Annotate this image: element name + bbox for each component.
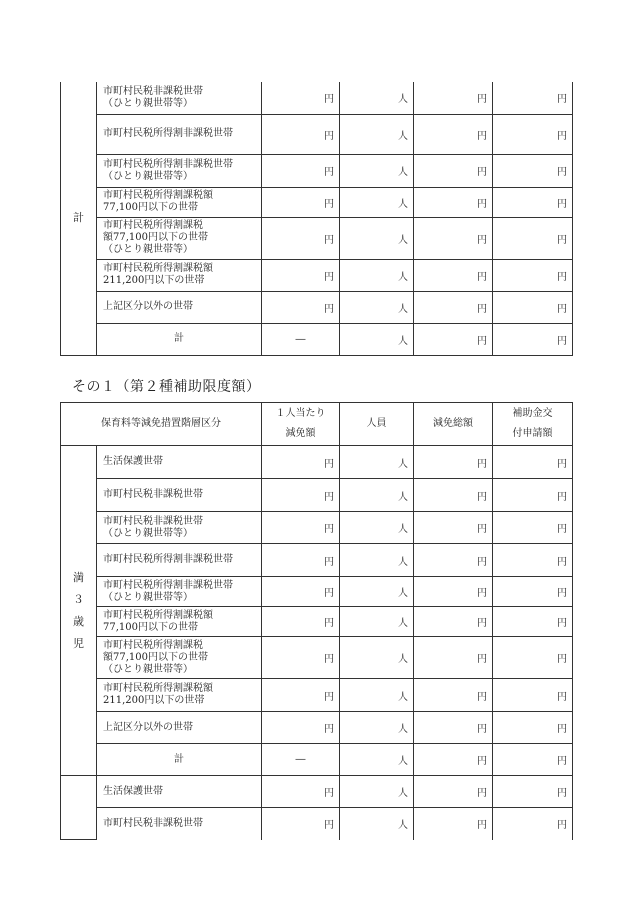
table-row (61, 154, 573, 187)
category-cell: 市町村民税所得割課税額 211,200円以下の世帯 (97, 679, 262, 712)
table-row (61, 82, 573, 114)
subsidy-cell: 円 (493, 217, 573, 259)
total-cell: 円 (414, 744, 493, 776)
subsidy-cell: 円 (493, 577, 573, 607)
total-cell: 円 (414, 187, 493, 217)
table-row (61, 607, 573, 637)
subsidy-cell: 円 (493, 114, 573, 154)
count-cell: 人 (340, 259, 414, 291)
count-cell: 人 (340, 744, 414, 776)
per-person-cell: 円 (262, 776, 340, 808)
table-row (61, 187, 573, 217)
category-cell: 市町村民税非課税世帯 (97, 808, 262, 840)
table-row (61, 712, 573, 744)
table-row (61, 217, 573, 259)
section-title: その１（第２種補助限度額） (72, 379, 261, 395)
per-person-cell: 円 (262, 577, 340, 607)
per-person-cell: 円 (262, 544, 340, 577)
total-cell: 円 (414, 637, 493, 679)
total-cell: 円 (414, 446, 493, 479)
subsidy-cell: 円 (493, 808, 573, 840)
total-cell: 円 (414, 679, 493, 712)
category-cell: 市町村民税所得割非課税世帯 （ひとり親世帯等） (97, 577, 262, 607)
category-cell: 生活保護世帯 (97, 446, 262, 479)
count-cell: 人 (340, 577, 414, 607)
total-cell: 円 (414, 479, 493, 512)
count-cell: 人 (340, 479, 414, 512)
header-subsidy: 補助金交 付申請額 (493, 403, 573, 446)
subsidy-cell: 円 (493, 187, 573, 217)
subsidy-cell: 円 (493, 82, 573, 114)
count-cell: 人 (340, 512, 414, 544)
table-row (61, 479, 573, 512)
count-cell: 人 (340, 544, 414, 577)
total-cell: 円 (414, 808, 493, 840)
category-cell: 上記区分以外の世帯 (97, 712, 262, 744)
count-cell: 人 (340, 607, 414, 637)
table-row (61, 679, 573, 712)
subsidy-cell: 円 (493, 512, 573, 544)
table-row (61, 259, 573, 291)
subsidy-cell: 円 (493, 679, 573, 712)
count-cell: 人 (340, 679, 414, 712)
per-person-cell: 円 (262, 114, 340, 154)
table-row (61, 544, 573, 577)
category-cell: 市町村民税所得割非課税世帯 (97, 114, 262, 154)
total-cell: 円 (414, 776, 493, 808)
category-cell: 市町村民税所得割非課税世帯 （ひとり親世帯等） (97, 154, 262, 187)
subsidy-cell: 円 (493, 776, 573, 808)
total-cell: 円 (414, 512, 493, 544)
category-cell: 生活保護世帯 (97, 776, 262, 808)
header-total: 減免総額 (414, 403, 493, 446)
count-cell: 人 (340, 154, 414, 187)
category-cell: 市町村民税所得割非課税世帯 (97, 544, 262, 577)
subsidy-cell: 円 (493, 259, 573, 291)
group-label-total: 計 (61, 82, 97, 355)
count-cell: 人 (340, 291, 414, 323)
per-person-cell: 円 (262, 154, 340, 187)
table-row (61, 744, 573, 776)
category-cell: 市町村民税所得割課税額 77,100円以下の世帯 (97, 607, 262, 637)
total-cell: 円 (414, 607, 493, 637)
table-row (61, 323, 573, 355)
table-row (61, 512, 573, 544)
subsidy-limit-table (60, 402, 573, 840)
summary-table-continued (60, 82, 573, 356)
total-cell: 円 (414, 291, 493, 323)
header-count: 人員 (340, 403, 414, 446)
count-cell: 人 (340, 82, 414, 114)
category-cell: 市町村民税所得割課税額 77,100円以下の世帯 (97, 187, 262, 217)
category-cell: 市町村民税非課税世帯 （ひとり親世帯等） (97, 82, 262, 114)
per-person-cell: 円 (262, 291, 340, 323)
table-row (61, 577, 573, 607)
per-person-cell: ― (262, 323, 340, 355)
per-person-cell: 円 (262, 808, 340, 840)
table-row (61, 776, 573, 808)
header-category: 保育料等減免措置階層区分 (61, 403, 262, 446)
subsidy-cell: 円 (493, 544, 573, 577)
subsidy-cell: 円 (493, 154, 573, 187)
category-cell: 市町村民税非課税世帯 （ひとり親世帯等） (97, 512, 262, 544)
per-person-cell: 円 (262, 217, 340, 259)
subsidy-cell: 円 (493, 744, 573, 776)
count-cell: 人 (340, 187, 414, 217)
table-row (61, 114, 573, 154)
table-row (61, 446, 573, 479)
count-cell: 人 (340, 637, 414, 679)
per-person-cell: 円 (262, 187, 340, 217)
table-row (61, 637, 573, 679)
count-cell: 人 (340, 217, 414, 259)
per-person-cell: 円 (262, 82, 340, 114)
category-cell: 計 (97, 323, 262, 355)
per-person-cell: 円 (262, 479, 340, 512)
total-cell: 円 (414, 154, 493, 187)
subsidy-cell: 円 (493, 291, 573, 323)
total-cell: 円 (414, 82, 493, 114)
subsidy-cell: 円 (493, 479, 573, 512)
subsidy-cell: 円 (493, 607, 573, 637)
category-cell: 市町村民税所得割課税額 211,200円以下の世帯 (97, 259, 262, 291)
total-cell: 円 (414, 259, 493, 291)
count-cell: 人 (340, 446, 414, 479)
category-cell: 上記区分以外の世帯 (97, 291, 262, 323)
category-cell: 計 (97, 744, 262, 776)
count-cell: 人 (340, 323, 414, 355)
count-cell: 人 (340, 114, 414, 154)
subsidy-cell: 円 (493, 637, 573, 679)
total-cell: 円 (414, 217, 493, 259)
per-person-cell: 円 (262, 607, 340, 637)
per-person-cell: 円 (262, 512, 340, 544)
total-cell: 円 (414, 114, 493, 154)
category-cell: 市町村民税所得割課税 額77,100円以下の世帯 （ひとり親世帯等） (97, 217, 262, 259)
total-cell: 円 (414, 577, 493, 607)
per-person-cell: 円 (262, 712, 340, 744)
table-row (61, 808, 573, 840)
count-cell: 人 (340, 808, 414, 840)
table-row (61, 291, 573, 323)
count-cell: 人 (340, 776, 414, 808)
per-person-cell: 円 (262, 637, 340, 679)
total-cell: 円 (414, 323, 493, 355)
subsidy-cell: 円 (493, 446, 573, 479)
header-row (61, 403, 573, 446)
group-label-next (61, 776, 97, 840)
subsidy-cell: 円 (493, 712, 573, 744)
per-person-cell: 円 (262, 679, 340, 712)
per-person-cell: ― (262, 744, 340, 776)
per-person-cell: 円 (262, 446, 340, 479)
header-per-person: １人当たり 減免額 (262, 403, 340, 446)
total-cell: 円 (414, 712, 493, 744)
subsidy-cell: 円 (493, 323, 573, 355)
per-person-cell: 円 (262, 259, 340, 291)
total-cell: 円 (414, 544, 493, 577)
group-label-age3: 満 ３ 歳 児 (61, 446, 97, 776)
count-cell: 人 (340, 712, 414, 744)
category-cell: 市町村民税所得割課税 額77,100円以下の世帯 （ひとり親世帯等） (97, 637, 262, 679)
category-cell: 市町村民税非課税世帯 (97, 479, 262, 512)
